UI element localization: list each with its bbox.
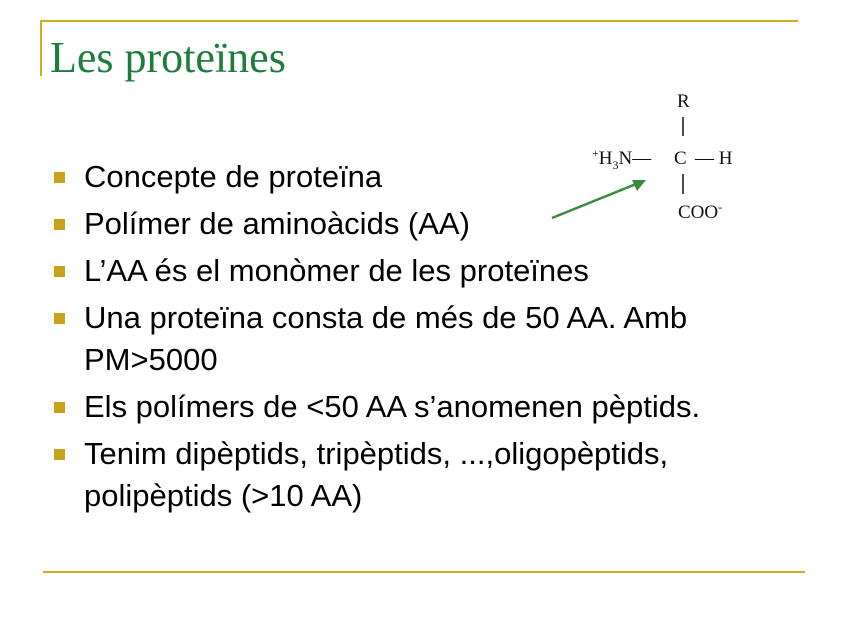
bullet-item bbox=[50, 156, 810, 198]
amino-charge: + bbox=[592, 146, 599, 160]
amino-sub: 3 bbox=[612, 158, 619, 172]
r-group-label: R bbox=[677, 91, 690, 112]
amino-tail: N— bbox=[618, 148, 652, 169]
bullet-marker bbox=[54, 172, 65, 183]
bullet-marker bbox=[54, 402, 65, 413]
amino-h: H bbox=[598, 148, 613, 169]
bullet-item bbox=[50, 203, 810, 245]
bullet-marker bbox=[54, 313, 65, 324]
slide-title: Les proteïnes bbox=[50, 33, 286, 82]
left-rule bbox=[40, 20, 42, 76]
carboxyl-text: COO bbox=[678, 202, 719, 223]
bullet-list bbox=[50, 156, 810, 522]
bullet-text: Els polímers de <50 AA s’anomenen pèptids. bbox=[84, 389, 701, 424]
top-rule bbox=[40, 20, 798, 22]
bullet-item bbox=[50, 386, 810, 428]
bullet-marker bbox=[54, 449, 65, 460]
hydrogen-label: — H bbox=[695, 148, 733, 169]
bullet-item bbox=[50, 433, 810, 517]
bullet-marker bbox=[54, 219, 65, 230]
bullet-item bbox=[50, 297, 810, 381]
carboxyl-charge: - bbox=[718, 200, 723, 214]
bullet-text: Concepte de proteïna bbox=[84, 159, 383, 194]
bullet-item bbox=[50, 250, 810, 292]
bullet-marker bbox=[54, 266, 65, 277]
bottom-rule bbox=[43, 571, 805, 573]
alpha-carbon-label: C bbox=[674, 148, 687, 169]
bullet-text: Una proteïna consta de més de 50 AA. Amb PM>5000 bbox=[84, 300, 688, 377]
bullet-text: L’AA és el monòmer de les proteïnes bbox=[84, 253, 589, 288]
bullet-text: Tenim dipèptids, tripèptids, ...,oligopèptids, polipèptids (>10 AA) bbox=[84, 436, 669, 513]
bullet-text: Polímer de aminoàcids (AA) bbox=[84, 206, 470, 241]
